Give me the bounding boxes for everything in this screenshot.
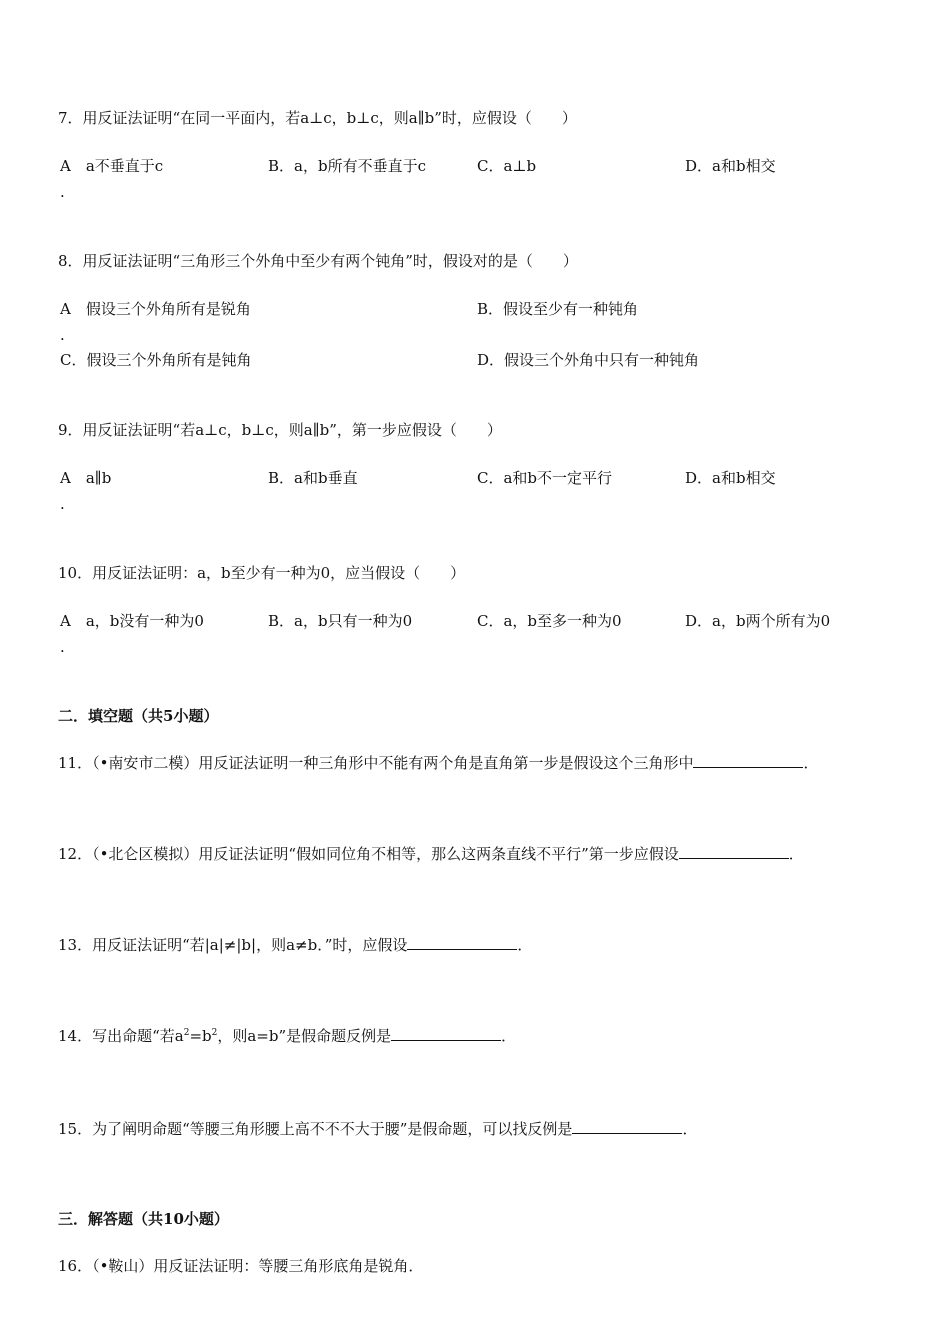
question-12: [58, 844, 804, 864]
question-7-stem: 7．用反证法证明“在同一平面内，若a⊥c，b⊥c，则a∥b”时，应假设（ ）: [58, 109, 577, 127]
question-9-option-a-dot: .: [60, 495, 65, 513]
answer-blank: [572, 1119, 682, 1134]
question-7-option-c: C．a⊥b: [477, 157, 537, 175]
question-14-period: ．: [501, 1027, 517, 1045]
question-7-option-b: B．a，b所有不垂直于c: [268, 157, 426, 175]
question-10-option-b: B．a，b只有一种为0: [268, 612, 413, 630]
question-11-period: ．: [803, 754, 819, 772]
question-9-option-c: C．a和b不一定平行: [477, 469, 613, 487]
question-16: 16．（•鞍山）用反证法证明：等腰三角形底角是锐角．: [58, 1257, 424, 1275]
question-11: [58, 753, 818, 773]
section-solution-heading: 三．解答题（共10小题）: [58, 1210, 229, 1228]
question-13-period: ．: [517, 936, 533, 954]
question-9-option-b: B．a和b垂直: [268, 469, 358, 487]
question-11-text: 11．（•南安市二模）用反证法证明一种三角形中不能有两个角是直角第一步是假设这个三角形中: [58, 754, 694, 772]
question-14-text-a: 14．写出命题“若a: [58, 1027, 184, 1045]
question-10-option-a-dot: .: [60, 638, 65, 656]
answer-blank: [407, 935, 517, 950]
question-12-period: ．: [788, 845, 804, 863]
question-10-stem: 10．用反证法证明：a，b至少有一种为0，应当假设（ ）: [58, 564, 466, 582]
question-14: [58, 1026, 516, 1046]
answer-blank: [391, 1026, 501, 1041]
question-9-option-a: A a∥b: [60, 469, 112, 487]
question-12-text: 12．（•北仑区模拟）用反证法证明“假如同位角不相等，那么这两条直线不平行”第一步应假设: [58, 845, 679, 863]
question-7-option-d: D．a和b相交: [685, 157, 776, 175]
question-8-option-c: C．假设三个外角所有是钝角: [60, 351, 252, 369]
question-9-option-d: D．a和b相交: [685, 469, 776, 487]
question-13-text: 13．用反证法证明“若|a|≠|b|，则a≠b．”时，应假设: [58, 936, 408, 954]
answer-blank: [693, 753, 803, 768]
question-13: [58, 935, 532, 955]
answer-blank: [679, 844, 789, 859]
question-14-text-c: ，则a=b”是假命题反例是: [217, 1027, 392, 1045]
question-8-option-a-dot: .: [60, 326, 65, 344]
question-7-option-a: A a不垂直于c: [60, 157, 164, 175]
question-8-option-b: B．假设至少有一种钝角: [477, 300, 639, 318]
question-14-exponent-2: 2: [211, 1028, 218, 1038]
question-8-stem: 8．用反证法证明“三角形三个外角中至少有两个钝角”时，假设对的是（ ）: [58, 252, 578, 270]
question-9-stem: 9．用反证法证明“若a⊥c，b⊥c，则a∥b”，第一步应假设（ ）: [58, 421, 502, 439]
question-7-option-a-dot: .: [60, 183, 65, 201]
question-14-exponent-1: 2: [183, 1028, 190, 1038]
question-8-option-d: D．假设三个外角中只有一种钝角: [477, 351, 700, 369]
question-14-text-b: =b: [189, 1027, 212, 1045]
question-15-text: 15．为了阐明命题“等腰三角形腰上高不不不大于腰”是假命题，可以找反例是: [58, 1120, 573, 1138]
question-10-option-a: A a，b没有一种为0: [60, 612, 204, 630]
question-10-option-c: C．a，b至多一种为0: [477, 612, 622, 630]
question-15: [58, 1119, 697, 1139]
section-fill-in-heading: 二．填空题（共5小题）: [58, 707, 219, 725]
question-15-period: ．: [682, 1120, 698, 1138]
question-8-option-a: A 假设三个外角所有是锐角: [60, 300, 251, 318]
question-10-option-d: D．a，b两个所有为0: [685, 612, 831, 630]
